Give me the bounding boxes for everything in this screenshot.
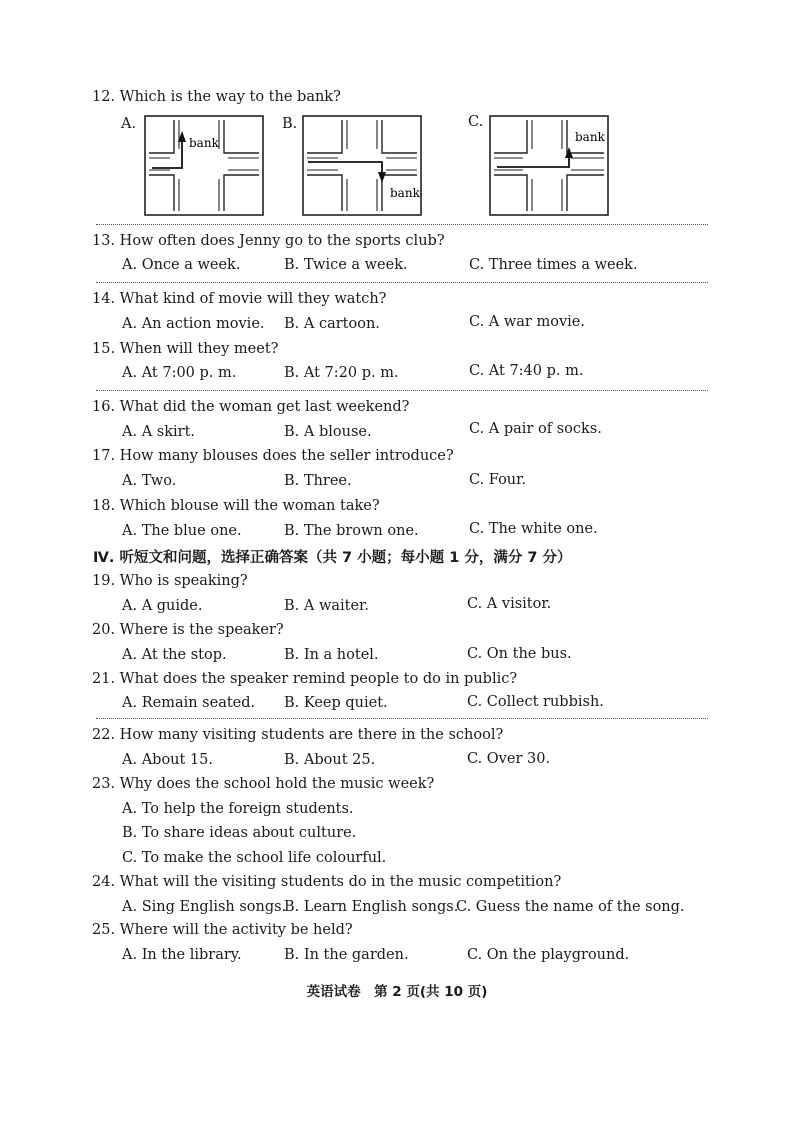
q12-option-c-letter: C. [468,114,484,130]
q13-option-c: C. Three times a week. [469,257,638,273]
q20-option-c: C. On the bus. [467,646,572,662]
q13-option-a: A. Once a week. [122,257,241,273]
q18-option-c: C. The white one. [469,521,598,537]
q21-option-b: B. Keep quiet. [284,695,388,711]
question-23: 23. Why does the school hold the music week? [92,776,435,792]
q25-option-b: B. In the garden. [284,947,409,963]
q19-option-a: A. A guide. [122,598,203,614]
q12-option-b-letter: B. [282,116,298,132]
q19-option-b: B. A waiter. [284,598,370,614]
question-13: 13. How often does Jenny go to the sports club? [92,233,445,249]
q14-option-a: A. An action movie. [122,316,265,332]
dotted-divider [96,390,708,391]
q17-option-c: C. Four. [469,472,527,488]
q13-option-b: B. Twice a week. [284,257,408,273]
question-24: 24. What will the visiting students do in the music competition? [92,874,562,890]
q15-option-a: A. At 7:00 p. m. [122,365,237,381]
q18-option-b: B. The brown one. [284,523,419,539]
q21-option-c: C. Collect rubbish. [467,694,604,710]
q17-option-b: B. Three. [284,473,352,489]
q12-map-b-label: bank [390,186,420,200]
q23-option-a: A. To help the foreign students. [122,801,354,817]
q21-option-a: A. Remain seated. [122,695,256,711]
q15-option-c: C. At 7:40 p. m. [469,363,584,379]
question-25: 25. Where will the activity be held? [92,922,353,938]
q24-option-b: B. Learn English songs. [284,899,459,915]
q23-option-c: C. To make the school life colourful. [122,850,387,866]
q25-option-a: A. In the library. [122,947,242,963]
q12-map-a [144,115,264,216]
q12-map-a-label: bank [189,136,219,150]
q17-option-a: A. Two. [122,473,177,489]
question-15: 15. When will they meet? [92,341,279,357]
q24-option-a: A. Sing English songs. [122,899,287,915]
q16-option-b: B. A blouse. [284,424,372,440]
q20-option-b: B. In a hotel. [284,647,379,663]
dotted-divider [96,718,708,719]
q22-option-a: A. About 15. [122,752,214,768]
question-20: 20. Where is the speaker? [92,622,284,638]
q14-option-c: C. A war movie. [469,314,585,330]
q12-map-c-label: bank [575,130,605,144]
q23-option-b: B. To share ideas about culture. [122,825,357,841]
page-footer: 英语试卷 第 2 页(共 10 页) [306,984,488,1000]
q18-option-a: A. The blue one. [122,523,242,539]
q14-option-b: B. A cartoon. [284,316,380,332]
question-18: 18. Which blouse will the woman take? [92,498,380,514]
q16-option-a: A. A skirt. [122,424,196,440]
question-14: 14. What kind of movie will they watch? [92,291,387,307]
question-19: 19. Who is speaking? [92,573,248,589]
q12-option-a-letter: A. [121,116,137,132]
section-4-heading: Ⅳ. 听短文和问题，选择正确答案（共 7 小题；每小题 1 分，满分 7 分） [93,550,572,566]
dotted-divider [96,224,708,225]
q20-option-a: A. At the stop. [122,647,227,663]
q22-option-c: C. Over 30. [467,751,551,767]
q24-option-c: C. Guess the name of the song. [456,899,685,915]
q19-option-c: C. A visitor. [467,596,552,612]
q22-option-b: B. About 25. [284,752,376,768]
dotted-divider [96,282,708,283]
question-22: 22. How many visiting students are there in the school? [92,727,504,743]
question-21: 21. What does the speaker remind people to do in public? [92,671,518,687]
q15-option-b: B. At 7:20 p. m. [284,365,399,381]
q12-map-c [489,115,609,216]
q16-option-c: C. A pair of socks. [469,421,602,437]
question-12: 12. Which is the way to the bank? [92,89,341,105]
q25-option-c: C. On the playground. [467,947,630,963]
question-16: 16. What did the woman get last weekend? [92,399,410,415]
question-17: 17. How many blouses does the seller introduce? [92,448,454,464]
q12-map-b [302,115,422,216]
